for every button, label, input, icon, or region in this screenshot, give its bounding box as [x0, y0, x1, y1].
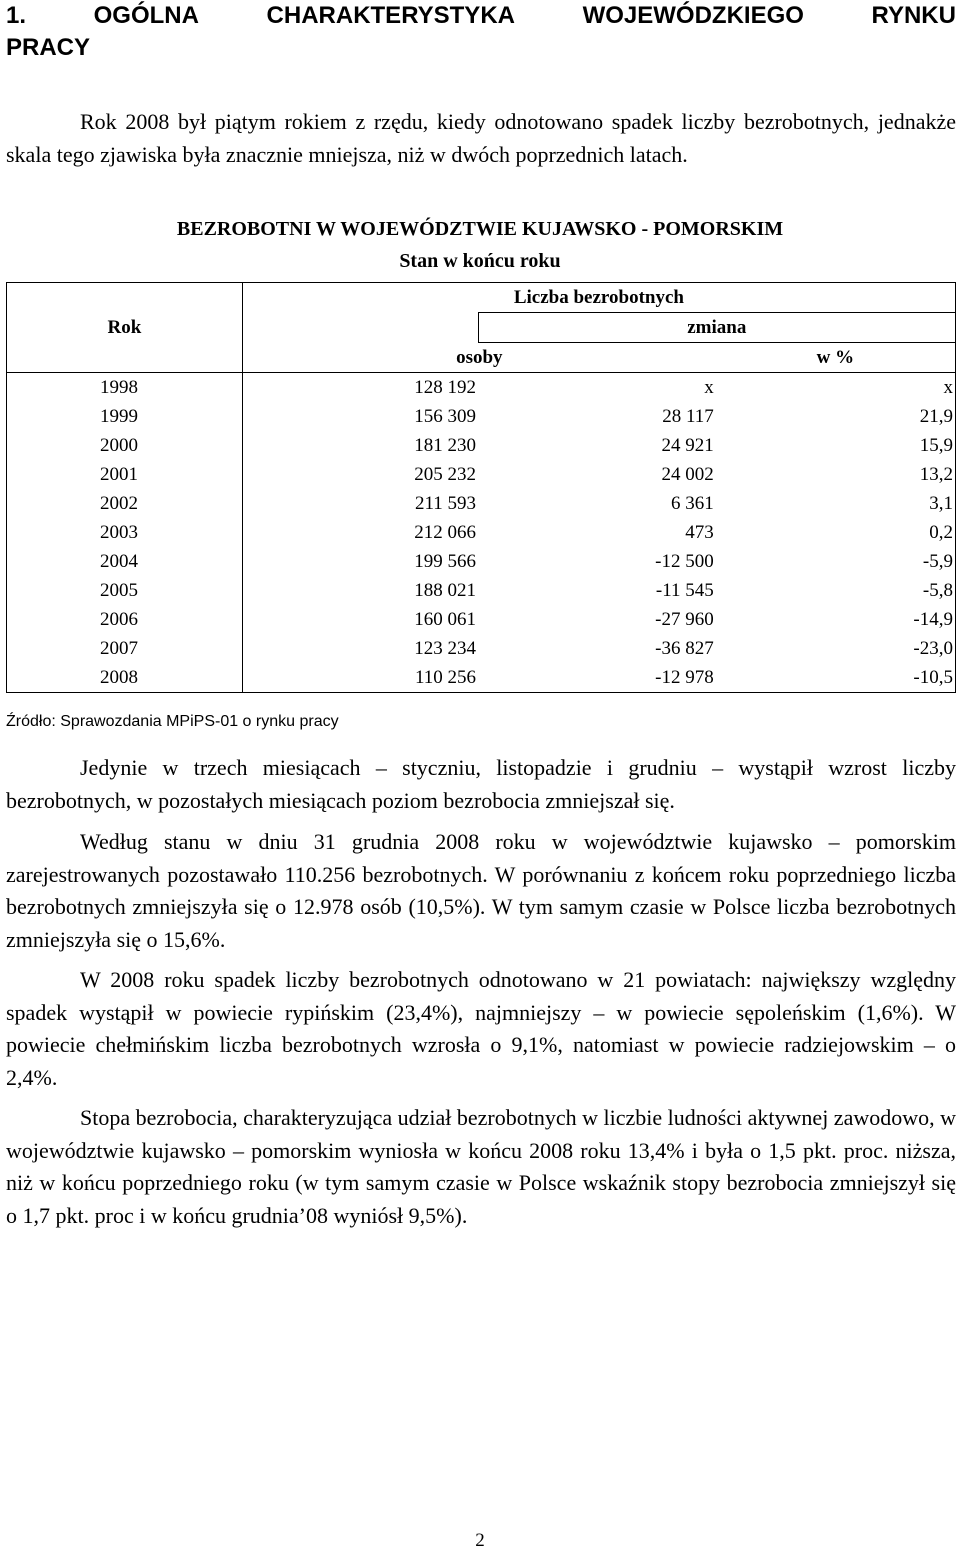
cell-rok: 2006 [7, 605, 243, 634]
section-heading-line-2: PRACY [6, 34, 91, 61]
paragraph-1: Jedynie w trzech miesiącach – styczniu, listopadzie i grudniu – wystąpił wzrost liczby bezrobotnych, w pozostałych miesiącach poziom bezrobocia zmniejszał się. [6, 755, 956, 813]
table-subtitle: Stan w końcu roku [399, 250, 561, 272]
section-heading [6, 0, 956, 64]
cell-rok: 2000 [7, 431, 243, 460]
cell-zmiana: -11 545 [655, 580, 714, 601]
cell-zmiana: 6 361 [671, 493, 714, 514]
cell-rok: 2002 [7, 489, 243, 518]
cell-zmiana: 24 921 [661, 435, 714, 456]
cell-rok: 2007 [7, 634, 243, 663]
heading-word: OGÓLNA [93, 2, 199, 29]
paragraph-3: W 2008 roku spadek liczby bezrobotnych odnotowano w 21 powiatach: największy względny spadek wystąpił w powiecie rypińskim (23,4%), najmniejszy – w powiecie sępoleńskim (1,6%). W powiecie chełmińskim liczba bezrobotnych wzrosła o 9,1%, natomiast w powiecie radziejowskim – o 2,4%. [6, 967, 956, 1090]
cell-rok: 2003 [7, 518, 243, 547]
paragraph-2: Według stanu w dniu 31 grudnia 2008 roku w województwie kujawsko – pomorskim zarejestrowanych pozostawało 110.256 bezrobotnych. W porównaniu z końcem roku poprzedniego liczba bezrobotnych zmniejszyła się o 12.978 osób (10,5%). W tym samym czasie w Polsce liczba bezrobotnych zmniejszyła się o 15,6%. [6, 829, 956, 952]
table-row [7, 634, 956, 663]
cell-proc: -5,9 [716, 547, 956, 576]
cell-proc: -10,5 [716, 663, 956, 693]
unemployment-table [6, 282, 956, 693]
cell-proc: 21,9 [716, 402, 956, 431]
page-number: 2 [475, 1530, 485, 1551]
table-body [7, 373, 956, 693]
cell-zmiana: 28 117 [662, 406, 714, 427]
cell-rok: 1998 [7, 373, 243, 403]
cell-liczba: 128 192 [414, 377, 477, 398]
cell-proc: 0,2 [716, 518, 956, 547]
cell-liczba: 110 256 [242, 663, 478, 693]
cell-zmiana: 24 002 [661, 464, 714, 485]
paragraph-4: Stopa bezrobocia, charakteryzująca udział bezrobotnych w liczbie ludności aktywnej zawodowo, w województwie kujawsko – pomorskim wyniosła w końcu 2008 roku 13,4% i była o 1,5 pkt. proc. niższa, niż w końcu poprzedniego roku (w tym samym czasie w Polsce wskaźnik stopy bezrobocia zmniejszył się o 1,7 pkt. proc i w końcu grudnia’08 wyniósł 9,5%). [6, 1105, 956, 1228]
section-heading-line-1 [6, 0, 956, 32]
heading-word: 1. [6, 2, 27, 29]
cell-zmiana: -27 960 [655, 609, 714, 630]
header-rok: Rok [7, 283, 243, 373]
cell-zmiana: -36 827 [655, 638, 714, 659]
table-row [7, 431, 956, 460]
cell-zmiana: 473 [685, 522, 714, 543]
cell-liczba: 211 593 [415, 493, 477, 514]
heading-word: WOJEWÓDZKIEGO [582, 2, 804, 29]
header-osoby: osoby [242, 343, 715, 373]
cell-proc: -23,0 [716, 634, 956, 663]
cell-proc: -5,8 [716, 576, 956, 605]
cell-liczba: 205 232 [414, 464, 477, 485]
header-liczba: Liczba bezrobotnych [242, 283, 955, 313]
cell-rok: 2004 [7, 547, 243, 576]
table-row [7, 402, 956, 431]
cell-liczba: 212 066 [414, 522, 477, 543]
cell-rok: 2008 [7, 663, 243, 693]
cell-liczba: 181 230 [414, 435, 477, 456]
cell-proc: 15,9 [716, 431, 956, 460]
table-row [7, 576, 956, 605]
cell-proc: 13,2 [716, 460, 956, 489]
heading-word: RYNKU [871, 2, 956, 29]
header-wproc: w % [716, 343, 956, 373]
header-spacer [242, 313, 478, 343]
cell-proc: x [716, 373, 956, 403]
table-title: BEZROBOTNI W WOJEWÓDZTWIE KUJAWSKO - POMORSKIM [176, 218, 784, 240]
header-zmiana: zmiana [478, 313, 955, 343]
table-row [7, 663, 956, 693]
cell-zmiana: -12 978 [478, 663, 716, 693]
cell-liczba: 199 566 [414, 551, 477, 572]
cell-liczba: 123 234 [414, 638, 477, 659]
table-row [7, 605, 956, 634]
cell-proc: 3,1 [716, 489, 956, 518]
heading-word: CHARAKTERYSTYKA [266, 2, 515, 29]
table-row [7, 547, 956, 576]
cell-rok: 2001 [7, 460, 243, 489]
cell-liczba: 160 061 [414, 609, 477, 630]
table-row [7, 518, 956, 547]
cell-zmiana: -12 500 [655, 551, 714, 572]
table-source: Źródło: Sprawozdania MPiPS-01 o rynku pracy [6, 713, 339, 730]
intro-paragraph: Rok 2008 był piątym rokiem z rzędu, kiedy odnotowano spadek liczby bezrobotnych, jednakże skala tego zjawiska była znacznie mniejsza, niż w dwóch poprzednich latach. [6, 109, 956, 167]
table-row [7, 460, 956, 489]
table-row [7, 489, 956, 518]
table-row [7, 373, 956, 403]
cell-rok: 1999 [7, 402, 243, 431]
cell-zmiana: x [704, 377, 714, 398]
cell-rok: 2005 [7, 576, 243, 605]
cell-liczba: 156 309 [414, 406, 477, 427]
cell-liczba: 188 021 [414, 580, 477, 601]
cell-proc: -14,9 [716, 605, 956, 634]
